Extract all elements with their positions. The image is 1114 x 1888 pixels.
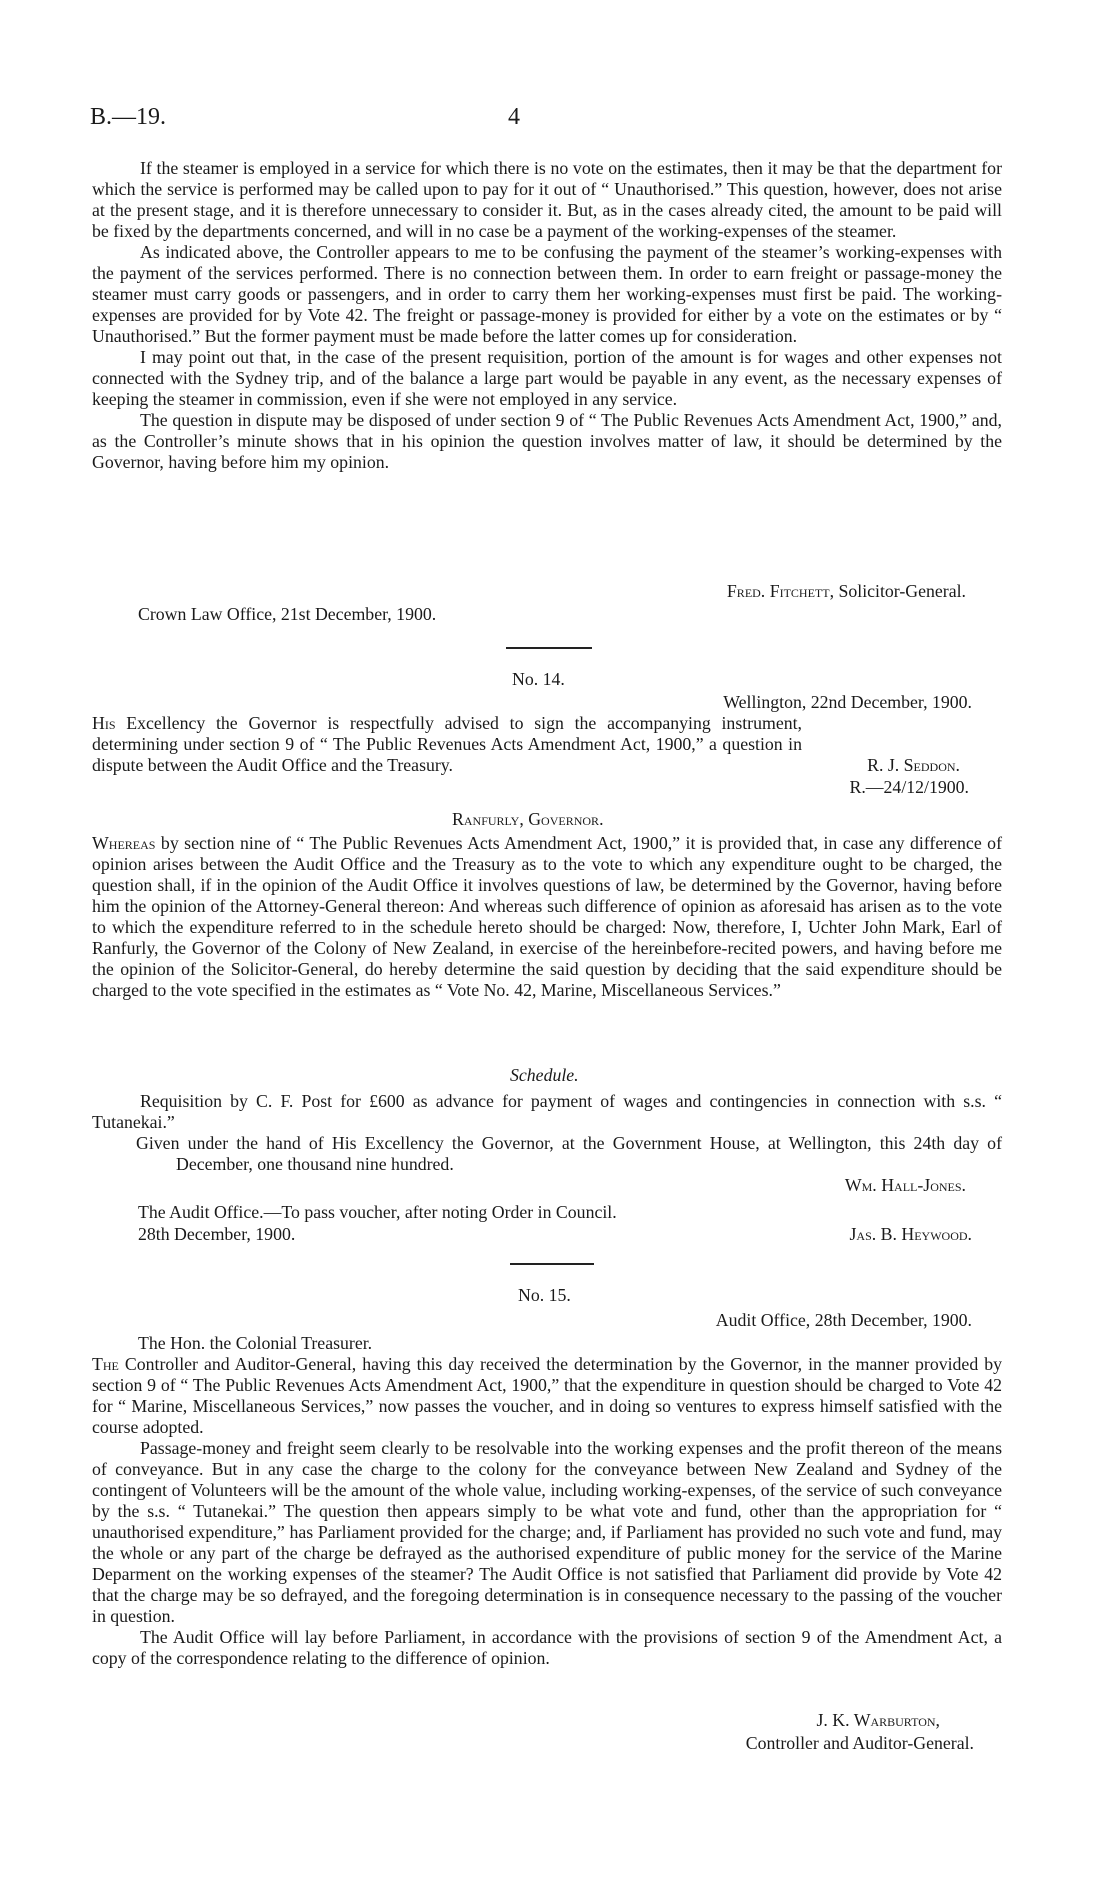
signature-title: , Solicitor-General. — [829, 581, 966, 601]
opinion-section — [92, 158, 1002, 473]
no15-place-date: Audit Office, 28th December, 1900. — [715, 1310, 972, 1330]
opinion-office-date: Crown Law Office, 21st December, 1900. — [138, 604, 437, 624]
no14-advice-text: Excellency the Governor is respectfully advised to sign the accompanying instrument, determining under section 9 of “ The Public Revenues Acts Amendment Act, 1900,” a question in dispute between the Audit Office and the Treasury. — [92, 713, 802, 775]
document-reference: B.—19. — [90, 104, 167, 130]
no14-place-date: Wellington, 22nd December, 1900. — [723, 692, 972, 712]
no15-paragraph-1: Controller and Auditor-General, having this day received the determination by the Governor, in the manner provided by section 9 of “ The Public Revenues Acts Amendment Act, 1900,” that the expenditure in question should be charged to Vote 42 for “ Marine, Miscellaneous Services,” now passes the voucher, and in doing so ventures to express himself satisfied with the course adopted. — [92, 1354, 1002, 1437]
no15-paragraph-2: Passage-money and freight seem clearly to be resolvable into the working expenses and the profit thereon of the means of conveyance. But in any case the charge to the colony for the conveyance between New Zealand and Sydney of the contingent of Volunteers will be the amount of the whole value, including working-expenses, of the service of such conveyance by the s.s. “ Tutanekai.” The question then appears simply to be what vote and fund, other than the appropriation for “ unauthorised expenditure,” has Parliament provided for the charge; and, if Parliament has provided no such vote and fund, may the whole or any part of the charge be defrayed as the authorised expenditure of public money for the service of the Marine Deparment on the working expenses of the steamer? The Audit Office is not satisfied that Parliament did provide by Vote 42 that the charge may be so defrayed, and the foregoing determination is in consequence necessary to the passing of the voucher in question. — [92, 1438, 1002, 1626]
no15-heading: No. 15. — [518, 1285, 571, 1305]
no14-whereas — [92, 833, 1002, 1001]
opinion-paragraph: As indicated above, the Controller appears to me to be confusing the payment of the steamer’s working-expenses with the payment of the services performed. There is no connection between them. In order to earn freight or passage-money the steamer must carry goods or passengers, and in order to carry them her working-expenses must first be paid. The working-expenses are provided for by Vote 42. The freight or passage-money is provided for either by a vote on the estimates or by “ Unauthorised.” But the former payment must be made before the latter comes up for consideration. — [92, 242, 1002, 346]
no14-governor: Ranfurly, Governor. — [452, 809, 604, 829]
audit-note: The Audit Office.—To pass voucher, after noting Order in Council. — [138, 1202, 617, 1222]
whereas-first-word: Whereas — [92, 833, 156, 853]
no14-advice — [92, 713, 1002, 776]
given-under: Given under the hand of His Excellency the Governor, at the Government House, at Wellington, this 24th day of December, one thousand nine hundred. — [136, 1133, 1002, 1174]
schedule-section — [92, 1091, 1002, 1175]
page-number: 4 — [508, 104, 520, 130]
no15-body — [92, 1354, 1002, 1669]
signature-name: Fred. Fitchett — [726, 581, 830, 601]
no15-addressee: The Hon. the Colonial Treasurer. — [138, 1333, 373, 1353]
audit-date: 28th December, 1900. — [138, 1224, 296, 1244]
schedule-heading: Schedule. — [510, 1065, 579, 1085]
schedule-text: Requisition by C. F. Post for £600 as advance for payment of wages and contingencies in connection with s.s. “ Tutanekai.” — [92, 1091, 1002, 1132]
no14-signed-by: Wm. Hall-Jones. — [844, 1175, 966, 1195]
no15-first-word: The — [92, 1354, 119, 1374]
opinion-paragraph: I may point out that, in the case of the present requisition, portion of the amount is for wages and other expenses not connected with the Sydney trip, and of the balance a large part would be payable in any event, as the necessary expenses of keeping the steamer in commission, even if she were not employed in any service. — [92, 347, 1002, 409]
audit-signer: Jas. B. Heywood. — [849, 1224, 972, 1244]
opinion-paragraph: If the steamer is employed in a service for which there is no vote on the estimates, then it may be that the department for which the service is performed may be called upon to pay for it out of “ Unauthorised.” This question, however, does not arise at the present stage, and it is therefore unnecessary to consider it. But, as in the cases already cited, the amount to be paid will be fixed by the departments concerned, and will in no case be a payment of the working-expenses of the steamer. — [92, 158, 1002, 241]
opinion-signature — [727, 581, 966, 602]
no15-paragraph-3: The Audit Office will lay before Parliament, in accordance with the provisions of section 9 of the Amendment Act, a copy of the correspondence relating to the difference of opinion. — [92, 1627, 1002, 1668]
opinion-paragraph: The question in dispute may be disposed of under section 9 of “ The Public Revenues Acts Amendment Act, 1900,” and, as the Controller’s minute shows that in his opinion the question involves matter of law, it should be determined by the Governor, having before him my opinion. — [92, 410, 1002, 472]
section-divider — [506, 647, 592, 649]
no15-signer: J. K. Warburton, — [816, 1710, 940, 1730]
section-divider — [510, 1263, 594, 1265]
no14-signer: R. J. Seddon. — [867, 755, 960, 775]
whereas-text: by section nine of “ The Public Revenues Acts Amendment Act, 1900,” it is provided that, in case any difference of opinion arises between the Audit Office and the Treasury as to the vote to which any expenditure ought to be charged, the question shall, if in the opinion of the Audit Office it involves questions of law, be determined by the Governor, having before him the opinion of the Attorney-General thereon: And whereas such difference of opinion as aforesaid has arisen as to the vote to which the expenditure referred to in the schedule hereto should be charged: Now, therefore, I, Uchter John Mark, Earl of Ranfurly, the Governor of the Colony of New Zealand, in exercise of the hereinbefore-recited powers, and having before me the opinion of the Solicitor-General, do hereby determine the said question by deciding that the said expenditure should be charged to the vote specified in the estimates as “ Vote No. 42, Marine, Miscellaneous Services.” — [92, 833, 1002, 1000]
no14-approval: R.—24/12/1900. — [849, 777, 969, 797]
no14-advice-first-word: His — [92, 713, 116, 733]
no15-signer-title: Controller and Auditor-General. — [745, 1733, 974, 1753]
no14-heading: No. 14. — [512, 669, 565, 689]
